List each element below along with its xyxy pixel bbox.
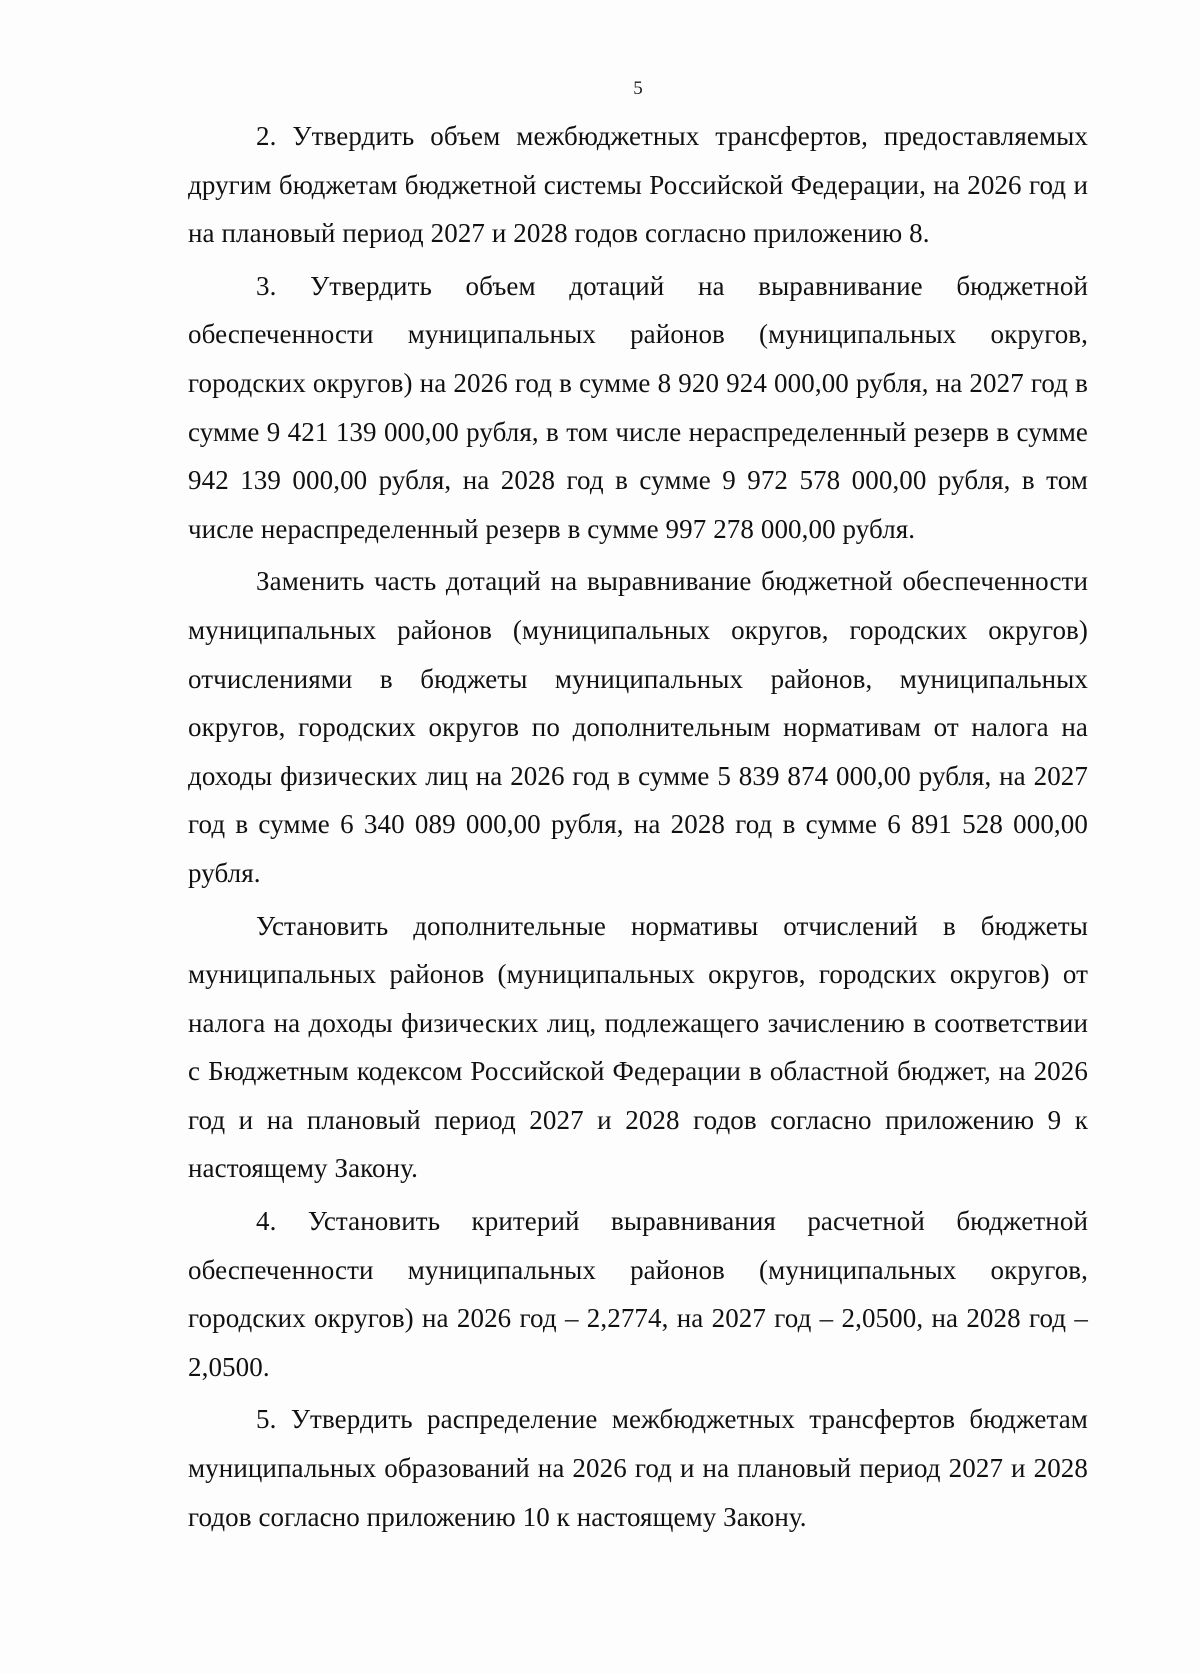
document-body bbox=[188, 112, 1088, 1541]
page-number: 5 bbox=[633, 78, 643, 99]
paragraph-item-2: 2. Утвердить объем межбюджетных трансфертов, предоставляемых другим бюджетам бюджетной системы Российской Федерации, на 2026 год и на плановый период 2027 и 2028 годов согласно приложению 8. bbox=[188, 121, 1088, 249]
paragraph-item-5: 5. Утвердить распределение межбюджетных трансфертов бюджетам муниципальных образований на 2026 год и на плановый период 2027 и 2028 годов согласно приложению 10 к настоящему Закону. bbox=[188, 1404, 1088, 1532]
paragraph-item-3: 3. Утвердить объем дотаций на выравнивание бюджетной обеспеченности муниципальных районов (муниципальных округов, городских округов) на 2026 год в сумме 8 920 924 000,00 рубля, на 2027 год в сумме 9 421 139 000,00 рубля, в том числе нераспределенный резерв в сумме 942 139 000,00 рубля, на 2028 год в сумме 9 972 578 000,00 рубля, в том числе нераспределенный резерв в сумме 997 278 000,00 рубля. bbox=[188, 270, 1088, 544]
paragraph-additional-norms: Установить дополнительные нормативы отчислений в бюджеты муниципальных районов (муниципальных округов, городских округов) от налога на доходы физических лиц, подлежащего зачислению в соответствии с Бюджетным кодексом Российской Федерации в областной бюджет, на 2026 год и на плановый период 2027 и 2028 годов согласно приложению 9 к настоящему Закону. bbox=[188, 910, 1088, 1184]
paragraph-item-4: 4. Установить критерий выравнивания расчетной бюджетной обеспеченности муниципальных районов (муниципальных округов, городских округов) на 2026 год – 2,2774, на 2027 год – 2,0500, на 2028 год – 2,0500. bbox=[188, 1206, 1088, 1382]
paragraph-replace-dotations: Заменить часть дотаций на выравнивание бюджетной обеспеченности муниципальных районов (муниципальных округов, городских округов) отчислениями в бюджеты муниципальных районов, муниципальных округов, городских округов по дополнительным нормативам от налога на доходы физических лиц на 2026 год в сумме 5 839 874 000,00 рубля, на 2027 год в сумме 6 340 089 000,00 рубля, на 2028 год в сумме 6 891 528 000,00 рубля. bbox=[188, 566, 1088, 888]
